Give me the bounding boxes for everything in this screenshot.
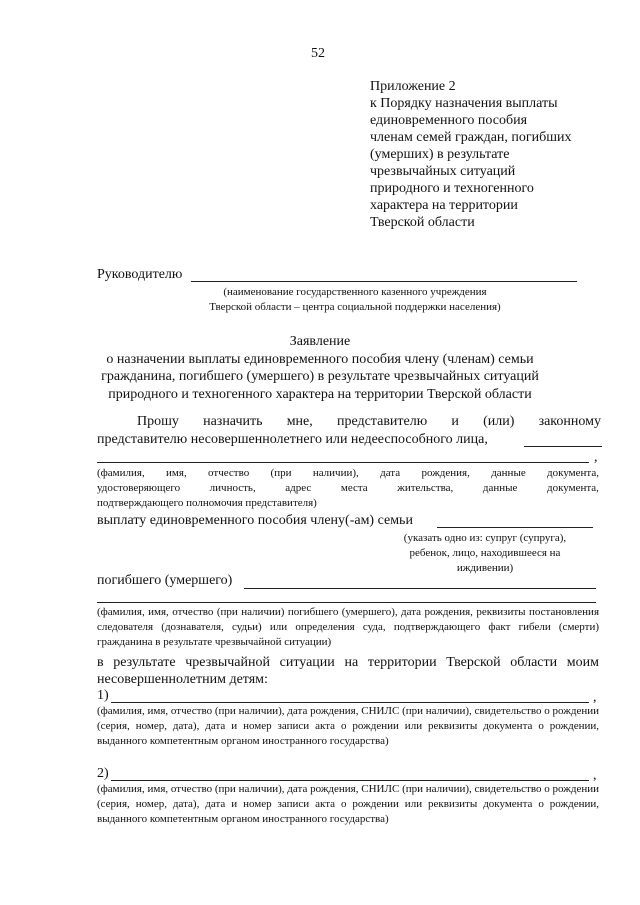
member-note: (указать одно из: супруг (супруга), [403,532,567,544]
statement-line: о назначении выплаты единовременного пособия члену (членам) семьи [106,352,534,367]
word: (или) [483,414,515,429]
statement-line: гражданина, погибшего (умершего) в результате чрезвычайных ситуаций [101,369,539,384]
payment-line: выплату единовременного пособия члену(-ам) семьи [97,513,413,528]
addressee-note: (наименование государственного казенного учреждения [223,286,487,298]
word: адрес [285,482,312,494]
statement-line: природного и техногенного характера на территории Тверской области [108,387,532,402]
child2-field-line[interactable] [111,780,589,781]
word: личность, [209,482,256,494]
word: рождения, [421,467,470,479]
member-field-line[interactable] [437,527,593,528]
member-note: иждивении) [456,562,514,574]
appendix-line: членам семей граждан, погибших [370,130,572,145]
word: данные [482,482,518,494]
word: места [340,482,368,494]
applicant-note-line-1 [97,466,599,481]
addressee-note: Тверской области – центра социальной поддержки населения) [209,301,501,313]
word: документа, [547,467,599,479]
word: назначить [203,414,263,429]
word: законному [538,414,601,429]
children-line-2: несовершеннолетним детям: [97,672,268,687]
word: данные [491,467,526,479]
word: и [451,414,459,429]
child1-field-line[interactable] [111,702,589,703]
word: представителю [336,414,428,429]
member-note: ребенок, лицо, находившееся на [409,547,561,559]
appendix-line: к Порядку назначения выплаты [370,96,558,111]
appendix-title: Приложение 2 [370,79,456,94]
deceased-label: погибшего (умершего) [97,573,233,588]
word: Прошу [137,414,179,429]
word: наличии), [312,467,359,479]
word: отчество [208,467,250,479]
appendix-line: характера на территории [370,198,518,213]
comma: , [593,768,597,783]
child2-label: 2) [97,766,109,781]
appendix-line: природного и техногенного [370,181,534,196]
child1-label: 1) [97,688,109,703]
page-number: 52 [311,46,325,61]
addressee-label: Руководителю [97,267,183,282]
deceased-field-line-b[interactable] [97,602,596,603]
word: дата [380,467,401,479]
comma: , [594,450,598,465]
appendix-line: Тверской области [370,215,475,230]
word: (фамилия, [97,467,145,479]
request-line-1 [137,413,601,430]
applicant-field-line-b[interactable] [97,462,589,463]
word: жительства, [397,482,454,494]
word: документа, [546,482,599,494]
applicant-field-line-a[interactable] [524,446,602,447]
appendix-line: (умерших) в результате [370,147,510,162]
deceased-field-line-a[interactable] [244,588,596,589]
applicant-note-line-2 [97,481,599,496]
child2-note: (фамилия, имя, отчество (при наличии), дата рождения, СНИЛС (при наличии), свидетельство о рождении (серия, номер, дата), дата и номер записи акта о рождении или реквизиты документа о рождении, выданного компетентным органом иностранного государства) [97,783,599,825]
deceased-note: (фамилия, имя, отчество (при наличии) погибшего (умершего), дата рождения, реквизиты постановления следователя (дознавателя, судьи) или определения суда, подтверждающего факт гибели (смерти) гражданина в результате чрезвычайной ситуации) [97,606,599,648]
child1-note: (фамилия, имя, отчество (при наличии), дата рождения, СНИЛС (при наличии), свидетельство о рождении (серия, номер, дата), дата и номер записи акта о рождении или реквизиты документа о рождении, выданного компетентным органом иностранного государства) [97,705,599,747]
comma: , [593,690,597,705]
addressee-field-line[interactable] [191,281,577,282]
appendix-line: единовременного пособия [370,113,528,128]
word: удостоверяющего [97,482,181,494]
word: имя, [166,467,187,479]
word: (при [270,467,292,479]
statement-title: Заявление [289,334,351,349]
word: мне, [286,414,313,429]
children-line-1: в результате чрезвычайной ситуации на территории Тверской области моим [97,655,599,670]
request-line-2: представителю несовершеннолетнего или недееспособного лица, [97,432,488,447]
appendix-line: чрезвычайных ситуаций [370,164,516,179]
applicant-note-line-3: подтверждающего полномочия представителя) [97,497,317,509]
